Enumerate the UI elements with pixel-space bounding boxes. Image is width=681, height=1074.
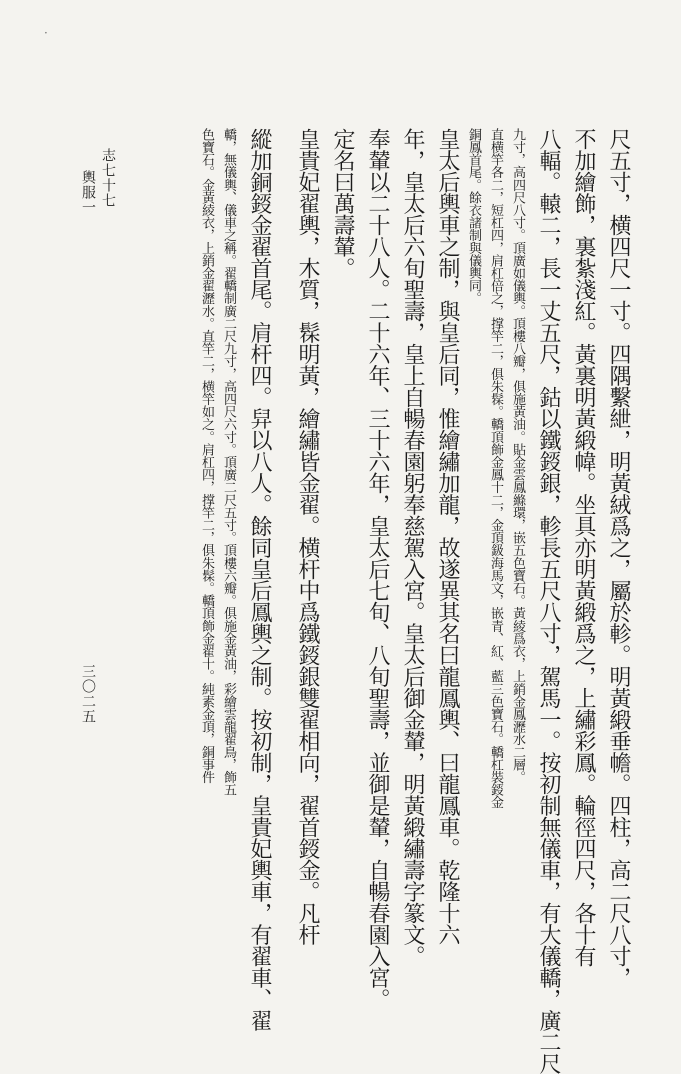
note-column: 色寶石。金黃綾衣，上銷金翟瀝水。直竿二，横竿如之。肩杠四，撑竿二，俱朱髹。轎頂飾金翟十。純素金頂，銅事件 [199, 128, 214, 784]
page-mark: · [44, 26, 48, 40]
text-column: 皇貴妃翟輿，木質，髹明黃，繪繡皆金翟。横杆中爲鐵鋄銀雙翟相向，翟首鋄金。凡杆 [295, 128, 320, 945]
text-column: 年，皇太后六旬聖壽，皇上自暢春園躬奉慈駕入宮。皇太后御金輦，明黃緞繡壽字篆文。 [400, 128, 425, 967]
running-head [78, 148, 118, 215]
page-number: 三〇二五 [80, 664, 96, 724]
text-column: 皇太后輿車之制，與皇后同，惟繪繡加龍，故遂異其名曰龍鳳輿、曰龍鳳車。乾隆十六 [435, 128, 460, 945]
text-column: 八輻。轅二，長一丈五尺，鈷以鐵鋄銀，軫長五尺八寸，駕馬一。按初制無儀車，有大儀轎，廣二尺 [536, 128, 561, 1074]
note-column: 九寸，高四尺八寸。頂廣如儀輿。頂樓八瓣，俱施黃油。貼金雲鳳縧環，嵌五色寶石。黃綾爲衣，上銷金鳳瀝水二層。 [510, 128, 525, 784]
note-column: 直横竿各二，短杠四，肩杠倍之，撑竿二，俱朱髹。轎頂飾金鳳十二，金頂鈒海馬文，嵌青、紅、藍三色寶石。轎杠裝鋄金 [488, 128, 503, 809]
vertical-text-body [191, 128, 631, 1074]
note-column: 銅鳳首尾。餘衣諸制與儀輿同。 [466, 128, 481, 305]
note-column: 轎，無儀輿、儀車之稱。翟轎制廣二尺九寸，高四尺六寸。頂廣二尺五寸。頂樓六瓣。俱施金黃油，彩繪雲龍翟鳥，飾五 [221, 128, 236, 796]
text-column: 尺五寸，横四尺一寸。四隅繫紲，明黃絨爲之，屬於軫。明黃緞垂幨。四柱，高二尺八寸， [606, 128, 631, 988]
text-column: 縱加銅鋄金翟首尾。肩杆四。舁以八人。餘同皇后鳳輿之制。按初制，皇貴妃輿車，有翟車、翟 [247, 128, 272, 1031]
section-title: 輿服一 [80, 170, 96, 215]
text-column: 定名曰萬壽輦。 [330, 128, 355, 279]
text-column: 奉輦以二十八人。二十六年、三十六年，皇太后七旬、八旬聖壽，並御是輦，自暢春園入宮。 [365, 128, 390, 1010]
chapter-title: 志七十七 [100, 148, 116, 208]
text-column: 不加繪飾，裏紮淺紅。黃裏明黃緞幃。坐具亦明黃緞爲之，上繡彩鳳。輪徑四尺，各十有 [571, 128, 596, 967]
